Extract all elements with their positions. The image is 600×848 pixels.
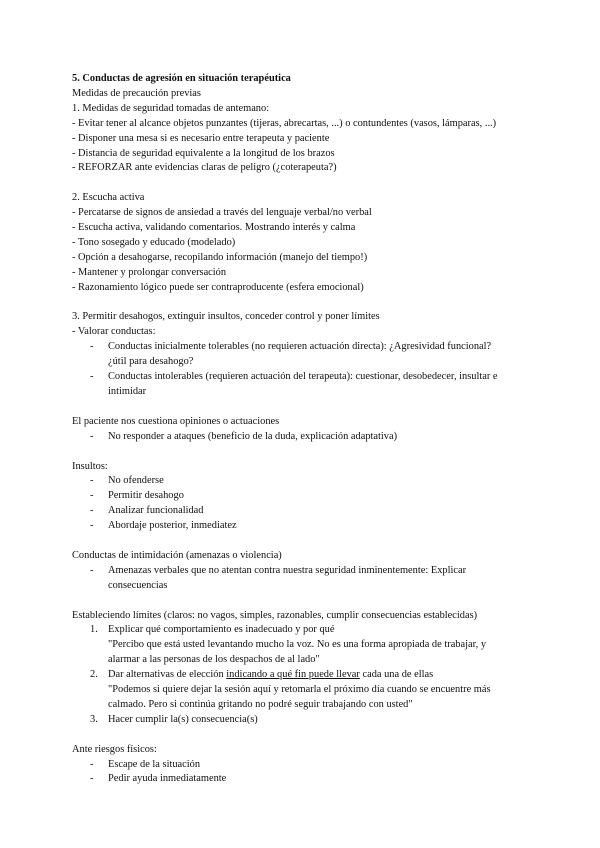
list-lead: - Valorar conductas:: [72, 326, 156, 338]
list-item: [72, 430, 570, 445]
item-text: intimidar: [108, 386, 147, 397]
list-item: - Opción a desahogarse, recopilando información (manejo del tiempo!): [72, 251, 368, 263]
spacer: [72, 534, 570, 549]
list-item: - Disponer una mesa si es necesario entre terapeuta y paciente: [72, 132, 330, 144]
bullet-marker: -: [90, 475, 94, 487]
spacer: [72, 176, 570, 191]
spacer: [72, 594, 570, 609]
heading-insults: Insultos:: [72, 460, 108, 472]
list-item: [72, 370, 570, 400]
list-item: [72, 474, 570, 489]
spacer: [72, 400, 570, 415]
item-text: consecuencias: [108, 579, 168, 591]
bullet-marker: -: [90, 520, 94, 532]
heading-physical-risks: Ante riesgos físicos:: [72, 743, 157, 755]
numbered-item: [72, 668, 570, 713]
spacer: [72, 445, 570, 460]
number-marker: 2.: [90, 669, 98, 681]
item-text: Permitir desahogo: [108, 490, 184, 502]
item-text: ¿útil para desahogo?: [108, 356, 194, 368]
item-text: Explicar qué comportamiento es inadecuado y por qué: [108, 624, 335, 636]
list-item: [72, 772, 570, 787]
list-item: - Distancia de seguridad equivalente a la longitud de los brazos: [72, 147, 335, 159]
numbered-item: [72, 713, 570, 728]
item-text: Analizar funcionalidad: [108, 505, 204, 517]
item-text: Escape de la situación: [108, 758, 201, 770]
list-item: - Evitar tener al alcance objetos punzantes (tijeras, abrecartas, ...) o contundentes (vasos, lámparas, ...): [72, 117, 497, 129]
bullet-marker: -: [90, 490, 94, 502]
list-item: [72, 504, 570, 519]
list-item: [72, 564, 570, 594]
spacer: [72, 728, 570, 743]
bullet-marker: -: [90, 430, 94, 442]
bullet-marker: -: [90, 564, 94, 576]
list-item: - Escucha activa, validando comentarios. Mostrando interés y calma: [72, 222, 356, 234]
bullet-marker: -: [90, 758, 94, 770]
heading-setting-limits: Estableciendo límites (claros: no vagos, simples, razonables, cumplir consecuencias establecidas): [72, 609, 478, 621]
bullet-marker: -: [90, 505, 94, 517]
bullet-marker: -: [90, 773, 94, 785]
list-item: [72, 519, 570, 534]
item-text: No ofenderse: [108, 475, 164, 487]
number-marker: 1.: [90, 624, 98, 636]
heading-intimidation: Conductas de intimidación (amenazas o violencia): [72, 549, 282, 561]
list-item: - Percatarse de signos de ansiedad a través del lenguaje verbal/no verbal: [72, 207, 372, 219]
item-text: Amenazas verbales que no atentan contra nuestra seguridad inminentemente: Explicar: [108, 564, 467, 576]
list-item: [72, 758, 570, 773]
heading-security-measures: 1. Medidas de seguridad tomadas de antemano:: [72, 102, 270, 114]
bullet-marker: -: [90, 371, 94, 383]
number-marker: 3.: [90, 713, 98, 725]
item-text: [108, 668, 570, 683]
bullet-marker: -: [90, 341, 94, 353]
item-text: Pedir ayuda inmediatamente: [108, 773, 227, 785]
item-quote: "Podemos si quiere dejar la sesión aquí y retomarla el próximo día cuando se encuentre más: [108, 684, 491, 696]
heading-patient-questions: El paciente nos cuestiona opiniones o actuaciones: [72, 415, 280, 427]
item-text: Conductas inicialmente tolerables (no requieren actuación directa): ¿Agresividad funcional?: [108, 341, 492, 353]
item-text: Hacer cumplir la(s) consecuencia(s): [108, 713, 258, 725]
item-text-part: cada una de ellas: [359, 669, 434, 681]
section-title: 5. Conductas de agresión en situación terapéutica: [72, 73, 291, 84]
underlined-text: indicando a qué fin puede llevar: [226, 669, 360, 681]
item-text-part: Dar alternativas de elección: [108, 669, 227, 681]
heading-allow-venting: 3. Permitir desahogos, extinguir insultos, conceder control y poner límites: [72, 311, 380, 323]
list-item: [72, 489, 570, 504]
item-text: Abordaje posterior, inmediatez: [108, 520, 237, 532]
numbered-item: [72, 623, 570, 668]
item-text: Conductas intolerables (requieren actuación del terapeuta): cuestionar, desobedecer, insultar e: [108, 371, 498, 383]
list-item: - Mantener y prolongar conversación: [72, 266, 227, 278]
item-quote: calmado. Pero si continúa gritando no podré seguir trabajando con usted": [108, 698, 413, 710]
list-item: - REFORZAR ante evidencias claras de peligro (¿coterapeuta?): [72, 162, 337, 174]
list-item: [72, 340, 570, 370]
list-item: - Tono sosegado y educado (modelado): [72, 236, 236, 248]
item-text: No responder a ataques (beneficio de la duda, explicación adaptativa): [108, 430, 398, 442]
subtitle-precautions: Medidas de precaución previas: [72, 87, 201, 99]
item-quote: alarmar a las personas de los despachos de al lado": [108, 654, 320, 666]
heading-active-listening: 2. Escucha activa: [72, 192, 145, 204]
spacer: [72, 296, 570, 311]
item-quote: "Percibo que está usted levantando mucho la voz. No es una forma apropiada de trabajar, y: [108, 639, 487, 651]
list-item: - Razonamiento lógico puede ser contraproducente (esfera emocional): [72, 281, 364, 293]
